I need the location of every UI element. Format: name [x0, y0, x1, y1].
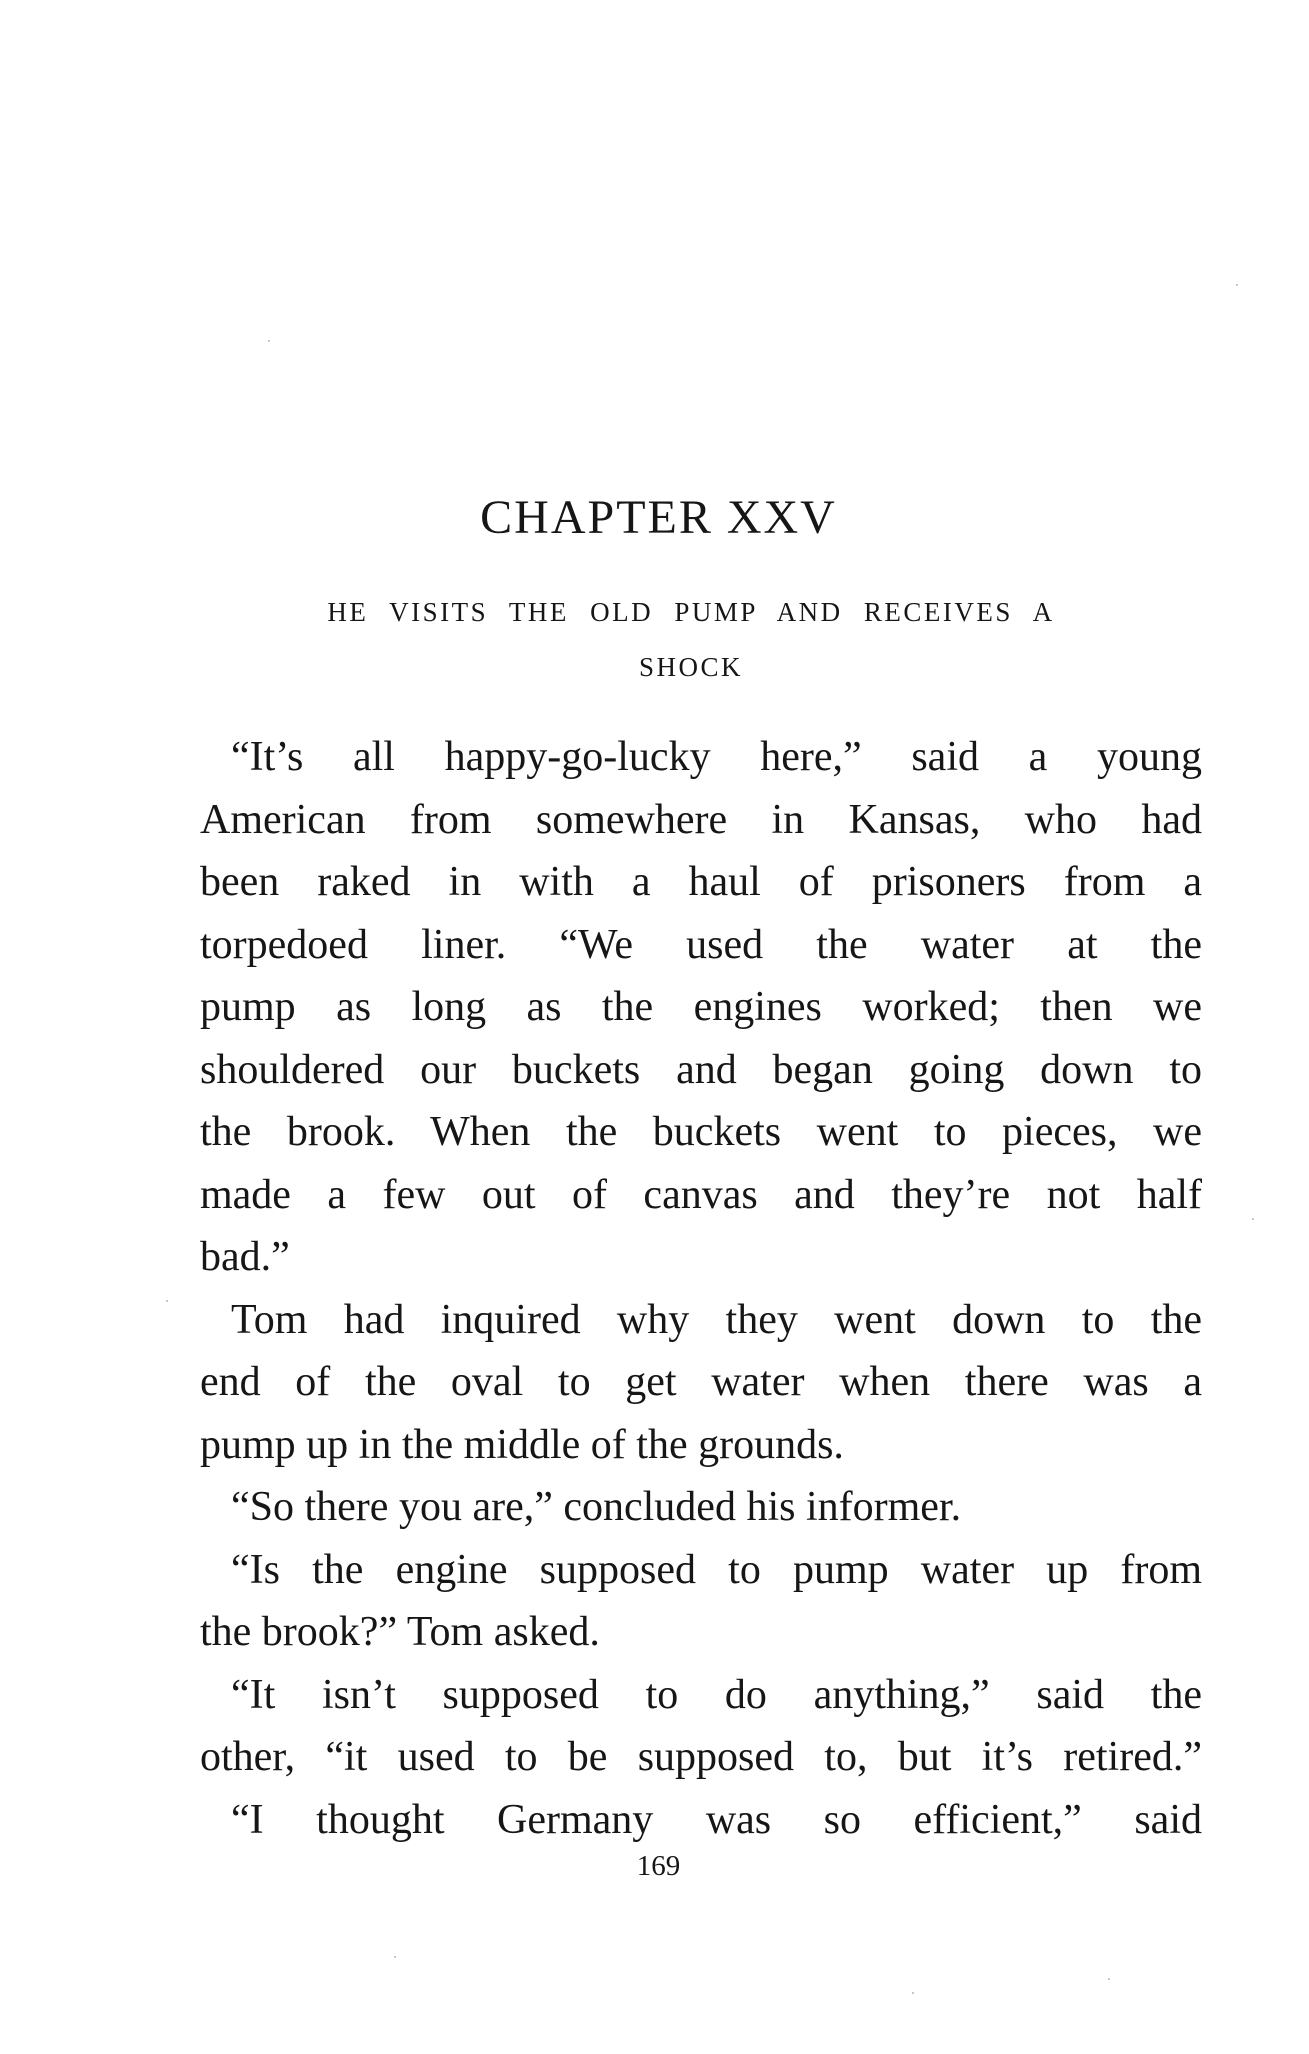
text-line: the brook. When the buckets went to pieces, we [200, 1109, 1202, 1155]
text-line: the brook?” Tom asked. [200, 1609, 600, 1655]
text-line: torpedoed liner. “We used the water at the [200, 921, 1202, 968]
chapter-subtitle-line: HE VISITS THE OLD PUMP AND RECEIVES A [327, 597, 1055, 627]
text-line: bad.” [200, 1234, 290, 1280]
paper-speck [268, 340, 270, 342]
text-line: “I thought Germany was so efficient,” said [231, 1796, 1202, 1843]
text-line: end of the oval to get water when there was a [200, 1359, 1202, 1405]
paper-speck [1252, 1218, 1254, 1220]
paper-speck [1236, 284, 1238, 286]
text-line: “It’s all happy-go-lucky here,” said a young [231, 734, 1202, 780]
text-line: American from somewhere in Kansas, who had [200, 796, 1202, 843]
text-line: other, “it used to be supposed to, but it’s retired.” [200, 1734, 1202, 1780]
paper-speck [912, 1992, 914, 1994]
paper-speck [166, 1300, 168, 1302]
text-line: pump up in the middle of the grounds. [200, 1421, 844, 1468]
paper-speck [1108, 1978, 1110, 1980]
text-line: made a few out of canvas and they’re not half [200, 1171, 1202, 1218]
text-line: “It isn’t supposed to do anything,” said the [231, 1671, 1202, 1718]
page-number: 169 [636, 1850, 681, 1882]
text-line: been raked in with a haul of prisoners from a [200, 859, 1202, 905]
text-line: pump as long as the engines worked; then we [200, 984, 1202, 1030]
body-text [200, 726, 1202, 1851]
text-line: shouldered our buckets and began going down to [200, 1046, 1202, 1093]
chapter-subtitle [190, 585, 1192, 695]
text-line: “So there you are,” concluded his informer. [231, 1484, 962, 1530]
text-line: Tom had inquired why they went down to the [231, 1296, 1202, 1343]
chapter-title: CHAPTER XXV [480, 491, 837, 544]
chapter-subtitle-line: SHOCK [638, 652, 744, 682]
paper-speck [394, 1956, 396, 1958]
text-line: “Is the engine supposed to pump water up from [231, 1546, 1202, 1593]
